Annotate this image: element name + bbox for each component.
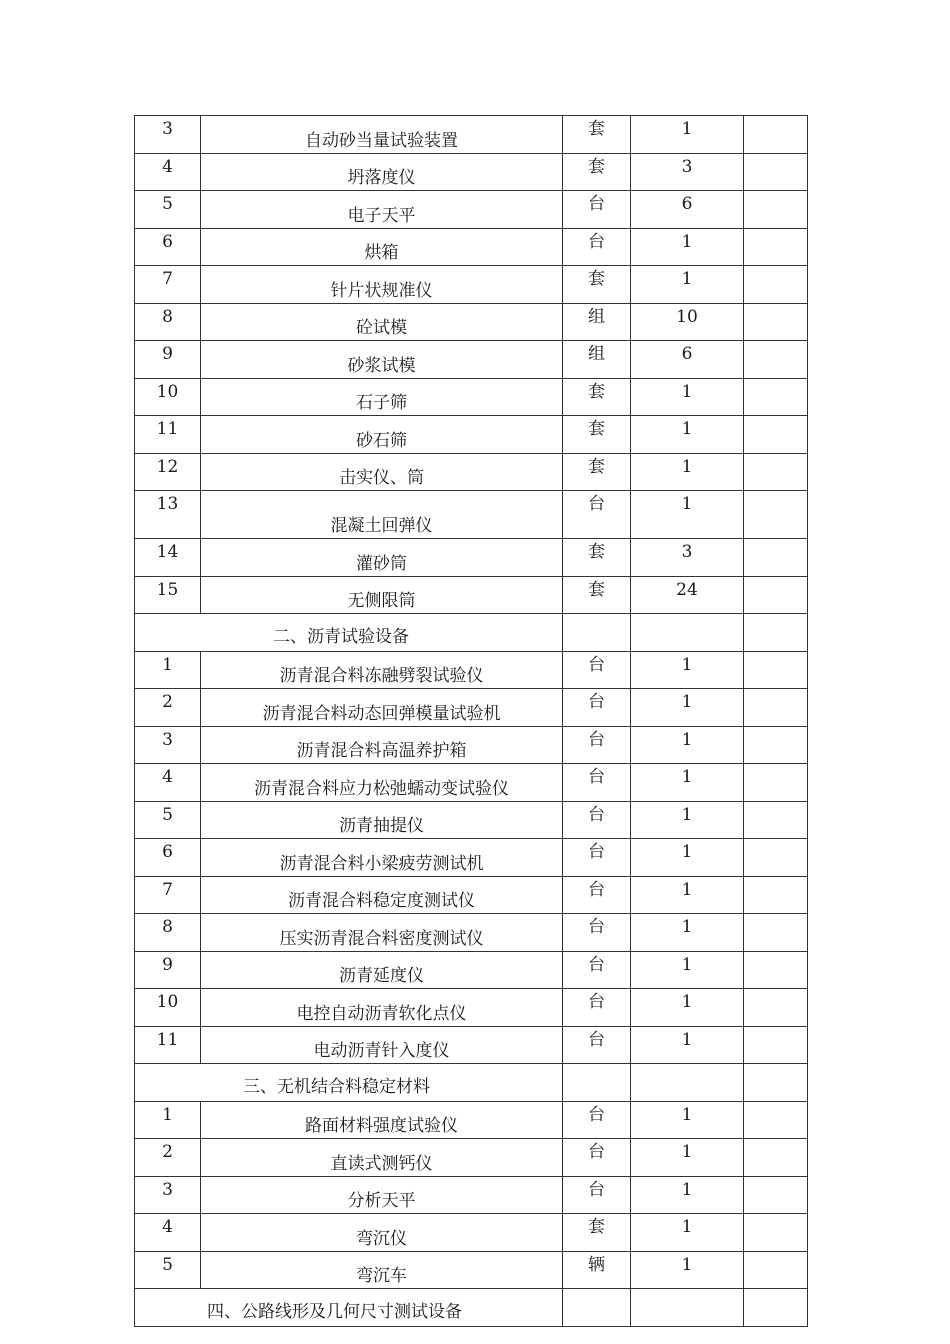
remark-cell: [744, 951, 808, 989]
table-row: [135, 1176, 808, 1214]
unit-cell: 台: [563, 1176, 631, 1214]
table-row: [135, 876, 808, 914]
qty-cell: 3: [631, 539, 744, 577]
name-cell: 直读式测钙仪: [201, 1139, 563, 1177]
qty-cell: 1: [631, 839, 744, 877]
num-cell: 7: [135, 266, 201, 304]
unit-cell: 组: [563, 303, 631, 341]
remark-cell: [744, 914, 808, 952]
remark-cell: [744, 1251, 808, 1289]
remark-cell: [744, 491, 808, 539]
qty-cell: 1: [631, 1251, 744, 1289]
qty-cell: 1: [631, 989, 744, 1027]
section-title: 二、沥青试验设备: [135, 614, 563, 652]
table-row: [135, 951, 808, 989]
section-title: 三、无机结合料稳定材料: [135, 1064, 563, 1102]
unit-cell: 台: [563, 491, 631, 539]
num-cell: 3: [135, 1176, 201, 1214]
table-row: [135, 689, 808, 727]
num-cell: 13: [135, 491, 201, 539]
num-cell: 7: [135, 876, 201, 914]
remark-cell: [744, 1289, 808, 1327]
num-cell: 6: [135, 228, 201, 266]
qty-cell: 1: [631, 651, 744, 689]
num-cell: 15: [135, 576, 201, 614]
remark-cell: [744, 651, 808, 689]
section-row: [135, 614, 808, 652]
num-cell: 3: [135, 726, 201, 764]
remark-cell: [744, 378, 808, 416]
num-cell: 9: [135, 951, 201, 989]
remark-cell: [744, 116, 808, 154]
num-cell: 2: [135, 689, 201, 727]
table-row: [135, 116, 808, 154]
num-cell: 4: [135, 1214, 201, 1252]
section-title: 四、公路线形及几何尺寸测试设备: [135, 1289, 563, 1327]
unit-cell: 台: [563, 876, 631, 914]
name-cell: 自动砂当量试验装置: [201, 116, 563, 154]
table-row: [135, 839, 808, 877]
qty-cell: 1: [631, 726, 744, 764]
qty-cell: 3: [631, 153, 744, 191]
remark-cell: [744, 1101, 808, 1139]
num-cell: 3: [135, 116, 201, 154]
unit-cell: 套: [563, 453, 631, 491]
remark-cell: [744, 416, 808, 454]
table-row: [135, 1139, 808, 1177]
unit-cell: 台: [563, 764, 631, 802]
num-cell: 8: [135, 914, 201, 952]
num-cell: 5: [135, 191, 201, 229]
table-row: [135, 651, 808, 689]
qty-cell: 1: [631, 1026, 744, 1064]
name-cell: 烘箱: [201, 228, 563, 266]
table-row: [135, 1026, 808, 1064]
num-cell: 2: [135, 1139, 201, 1177]
unit-cell: 套: [563, 266, 631, 304]
section-row: [135, 1289, 808, 1327]
qty-cell: 10: [631, 303, 744, 341]
num-cell: 6: [135, 839, 201, 877]
qty-cell: 24: [631, 576, 744, 614]
remark-cell: [744, 726, 808, 764]
remark-cell: [744, 191, 808, 229]
name-cell: 坍落度仪: [201, 153, 563, 191]
unit-cell: 台: [563, 1101, 631, 1139]
num-cell: 10: [135, 989, 201, 1027]
num-cell: 12: [135, 453, 201, 491]
num-cell: 5: [135, 801, 201, 839]
name-cell: 沥青抽提仪: [201, 801, 563, 839]
unit-cell: [563, 614, 631, 652]
qty-cell: [631, 614, 744, 652]
table-row: [135, 914, 808, 952]
qty-cell: 1: [631, 116, 744, 154]
qty-cell: 1: [631, 764, 744, 802]
table-row: [135, 576, 808, 614]
remark-cell: [744, 1139, 808, 1177]
remark-cell: [744, 266, 808, 304]
table-row: [135, 416, 808, 454]
name-cell: 弯沉仪: [201, 1214, 563, 1252]
table-row: [135, 153, 808, 191]
unit-cell: 台: [563, 914, 631, 952]
unit-cell: 台: [563, 726, 631, 764]
qty-cell: 1: [631, 266, 744, 304]
num-cell: 8: [135, 303, 201, 341]
num-cell: 4: [135, 764, 201, 802]
name-cell: 砼试模: [201, 303, 563, 341]
num-cell: 10: [135, 378, 201, 416]
unit-cell: [563, 1289, 631, 1327]
qty-cell: 1: [631, 951, 744, 989]
qty-cell: 1: [631, 491, 744, 539]
remark-cell: [744, 1064, 808, 1102]
name-cell: 沥青延度仪: [201, 951, 563, 989]
num-cell: 11: [135, 416, 201, 454]
unit-cell: 套: [563, 416, 631, 454]
equipment-table-body: [135, 116, 808, 1327]
remark-cell: [744, 453, 808, 491]
remark-cell: [744, 1176, 808, 1214]
name-cell: 击实仪、筒: [201, 453, 563, 491]
qty-cell: 1: [631, 1139, 744, 1177]
num-cell: 11: [135, 1026, 201, 1064]
table-row: [135, 453, 808, 491]
table-row: [135, 801, 808, 839]
remark-cell: [744, 689, 808, 727]
name-cell: 电子天平: [201, 191, 563, 229]
name-cell: 沥青混合料冻融劈裂试验仪: [201, 651, 563, 689]
name-cell: 沥青混合料动态回弹模量试验机: [201, 689, 563, 727]
name-cell: 混凝土回弹仪: [201, 491, 563, 539]
name-cell: 压实沥青混合料密度测试仪: [201, 914, 563, 952]
name-cell: 分析天平: [201, 1176, 563, 1214]
remark-cell: [744, 614, 808, 652]
qty-cell: 1: [631, 801, 744, 839]
unit-cell: 台: [563, 191, 631, 229]
num-cell: 5: [135, 1251, 201, 1289]
unit-cell: 台: [563, 689, 631, 727]
table-row: [135, 726, 808, 764]
name-cell: 电控自动沥青软化点仪: [201, 989, 563, 1027]
qty-cell: [631, 1289, 744, 1327]
qty-cell: 6: [631, 341, 744, 379]
remark-cell: [744, 989, 808, 1027]
name-cell: 弯沉车: [201, 1251, 563, 1289]
remark-cell: [744, 153, 808, 191]
unit-cell: 套: [563, 116, 631, 154]
table-row: [135, 1101, 808, 1139]
num-cell: 1: [135, 651, 201, 689]
name-cell: 沥青混合料高温养护箱: [201, 726, 563, 764]
remark-cell: [744, 1214, 808, 1252]
unit-cell: 台: [563, 839, 631, 877]
qty-cell: 1: [631, 416, 744, 454]
name-cell: 电动沥青针入度仪: [201, 1026, 563, 1064]
unit-cell: 套: [563, 576, 631, 614]
remark-cell: [744, 801, 808, 839]
qty-cell: [631, 1064, 744, 1102]
qty-cell: 1: [631, 1214, 744, 1252]
name-cell: 石子筛: [201, 378, 563, 416]
table-row: [135, 539, 808, 577]
num-cell: 14: [135, 539, 201, 577]
qty-cell: 6: [631, 191, 744, 229]
name-cell: 针片状规准仪: [201, 266, 563, 304]
unit-cell: 台: [563, 1139, 631, 1177]
remark-cell: [744, 576, 808, 614]
unit-cell: 套: [563, 1214, 631, 1252]
remark-cell: [744, 303, 808, 341]
table-row: [135, 491, 808, 539]
table-row: [135, 228, 808, 266]
qty-cell: 1: [631, 689, 744, 727]
name-cell: 沥青混合料应力松弛蠕动变试验仪: [201, 764, 563, 802]
unit-cell: 台: [563, 951, 631, 989]
unit-cell: 台: [563, 801, 631, 839]
unit-cell: 组: [563, 341, 631, 379]
table-row: [135, 266, 808, 304]
remark-cell: [744, 228, 808, 266]
unit-cell: 套: [563, 378, 631, 416]
qty-cell: 1: [631, 1176, 744, 1214]
remark-cell: [744, 839, 808, 877]
name-cell: 沥青混合料小梁疲劳测试机: [201, 839, 563, 877]
unit-cell: 台: [563, 989, 631, 1027]
remark-cell: [744, 876, 808, 914]
num-cell: 1: [135, 1101, 201, 1139]
remark-cell: [744, 341, 808, 379]
table-row: [135, 989, 808, 1027]
name-cell: 砂石筛: [201, 416, 563, 454]
unit-cell: 台: [563, 1026, 631, 1064]
name-cell: 路面材料强度试验仪: [201, 1101, 563, 1139]
unit-cell: 台: [563, 651, 631, 689]
qty-cell: 1: [631, 228, 744, 266]
table-row: [135, 378, 808, 416]
unit-cell: 套: [563, 153, 631, 191]
remark-cell: [744, 1026, 808, 1064]
table-row: [135, 303, 808, 341]
table-row: [135, 341, 808, 379]
num-cell: 9: [135, 341, 201, 379]
qty-cell: 1: [631, 876, 744, 914]
name-cell: 无侧限筒: [201, 576, 563, 614]
unit-cell: 套: [563, 539, 631, 577]
table-row: [135, 764, 808, 802]
unit-cell: 台: [563, 228, 631, 266]
table-row: [135, 1214, 808, 1252]
unit-cell: 辆: [563, 1251, 631, 1289]
unit-cell: [563, 1064, 631, 1102]
qty-cell: 1: [631, 378, 744, 416]
remark-cell: [744, 764, 808, 802]
name-cell: 沥青混合料稳定度测试仪: [201, 876, 563, 914]
name-cell: 砂浆试模: [201, 341, 563, 379]
num-cell: 4: [135, 153, 201, 191]
table-row: [135, 1251, 808, 1289]
qty-cell: 1: [631, 453, 744, 491]
name-cell: 灌砂筒: [201, 539, 563, 577]
remark-cell: [744, 539, 808, 577]
qty-cell: 1: [631, 914, 744, 952]
qty-cell: 1: [631, 1101, 744, 1139]
section-row: [135, 1064, 808, 1102]
table-row: [135, 191, 808, 229]
equipment-table: [134, 115, 808, 1327]
